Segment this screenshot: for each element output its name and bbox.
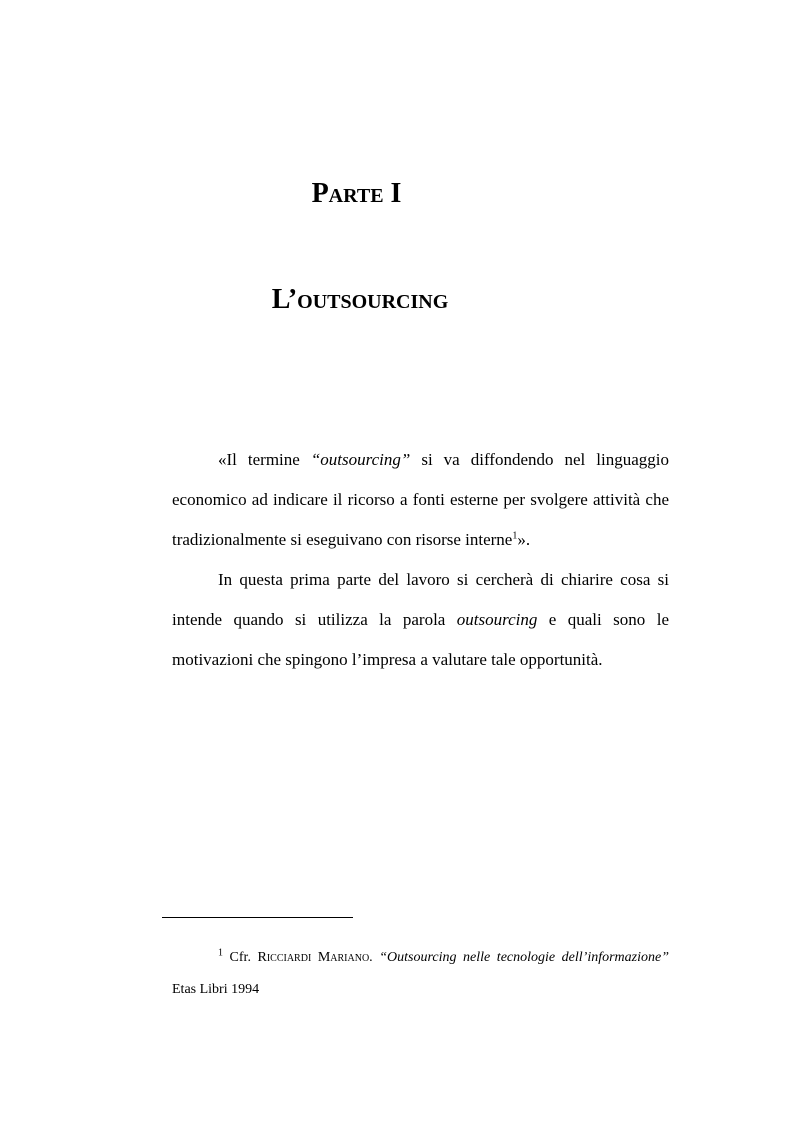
footnote-separator bbox=[162, 917, 353, 918]
footnote-author: Ricciardi Mariano bbox=[257, 950, 370, 965]
paragraph-purpose bbox=[172, 560, 669, 680]
footnote-number: 1 bbox=[218, 947, 223, 959]
part-title: Parte I bbox=[311, 178, 402, 209]
footnote-reference: 1 bbox=[512, 530, 518, 542]
footnote-book-title: “Outsourcing nelle tecnologie dell’informazione” bbox=[379, 950, 670, 965]
quote-body-text: si va diffondendo nel linguaggio economico ad indicare il ricorso a fonti esterne per svolgere attività che tradizionalmente si eseguivano con risorse interne bbox=[172, 450, 669, 549]
footnote-publisher: Etas Libri 1994 bbox=[172, 982, 260, 997]
quoted-term: “outsourcing” bbox=[310, 450, 411, 469]
footnote-text bbox=[172, 942, 669, 1006]
paragraph-intro-quote bbox=[172, 440, 669, 560]
italic-term: outsourcing bbox=[456, 610, 538, 629]
quote-open-text: «Il termine bbox=[218, 450, 311, 469]
footnote-prefix: Cfr. bbox=[223, 950, 258, 965]
purpose-text-before: In questa prima parte del lavoro si cercherà di chiarire cosa si intende quando si utilizza la parola bbox=[172, 570, 669, 629]
footnote bbox=[172, 942, 669, 1006]
footnote-separator-text: . bbox=[369, 950, 380, 965]
body-text bbox=[172, 440, 669, 680]
purpose-text-after: e quali sono le motivazioni che spingono l’impresa a valutare tale opportunità. bbox=[172, 610, 669, 669]
quote-close-text: ». bbox=[517, 530, 531, 549]
chapter-title: L’outsourcing bbox=[271, 284, 449, 315]
